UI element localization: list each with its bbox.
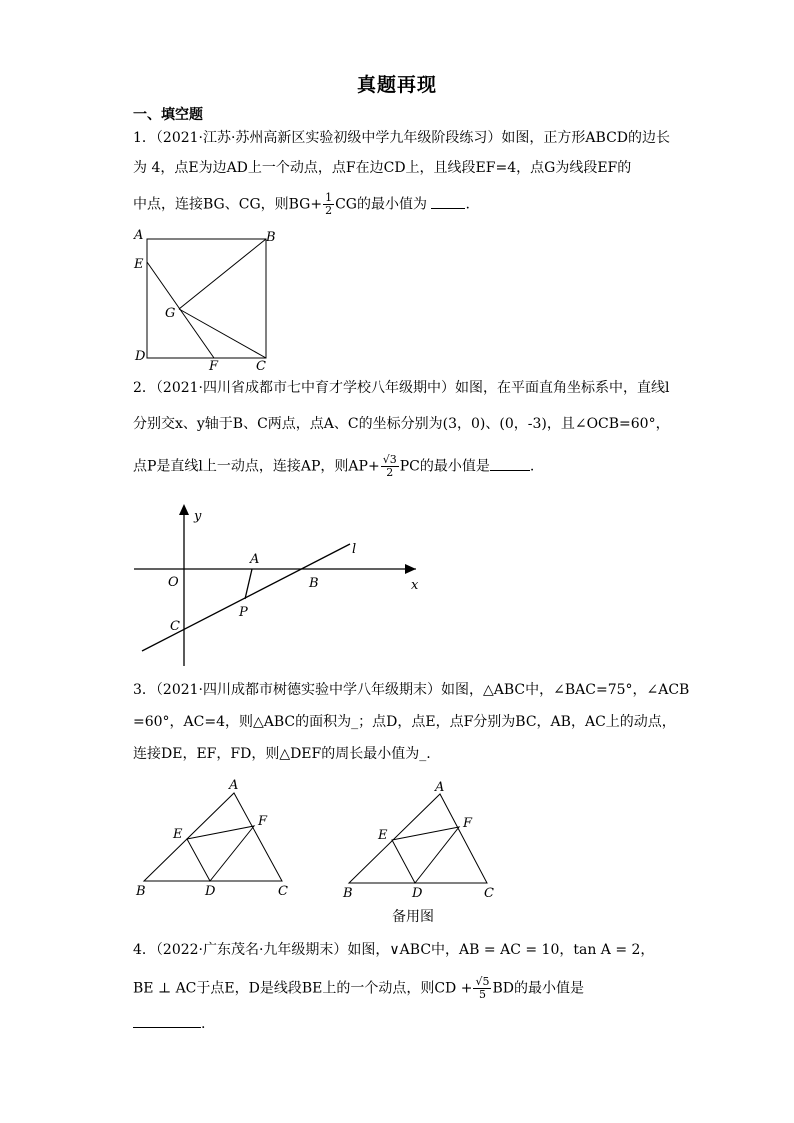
q4-line-3 bbox=[133, 1014, 668, 1034]
q1-line-3-end: . bbox=[465, 196, 470, 213]
q1-label-d: D bbox=[135, 349, 146, 364]
q3-spare-label-a: A bbox=[435, 780, 445, 795]
q4-fraction bbox=[473, 976, 491, 1001]
q1-frac-num: 1 bbox=[325, 191, 333, 204]
q1-label-c: C bbox=[256, 359, 266, 370]
q3-label-f: F bbox=[258, 814, 268, 829]
q1-label-g: G bbox=[165, 306, 176, 321]
q3-label-a: A bbox=[229, 778, 239, 793]
q2-label-y: y bbox=[194, 509, 202, 524]
q2-answer-blank[interactable] bbox=[490, 470, 530, 471]
q3-spare-label-c: C bbox=[484, 886, 494, 901]
q1-line-3-post: CG的最小值为 bbox=[335, 196, 427, 213]
q4-line-2-pre: BE ⊥ AC于点E，D是线段BE上的一个动点，则CD + bbox=[133, 980, 473, 997]
q2-line-3-post: PC的最小值是 bbox=[399, 458, 490, 475]
q2-figure bbox=[130, 500, 430, 670]
q1-square bbox=[147, 239, 266, 358]
q3-label-d: D bbox=[205, 884, 216, 899]
q2-fraction bbox=[381, 454, 399, 479]
q3-spare-label-e: E bbox=[378, 828, 388, 843]
q3-triangle-def bbox=[187, 826, 254, 881]
q3-line-1: 3．（2021·四川成都市树德实验中学八年级期末）如图，△ABC中，∠BAC=75°，∠ACB bbox=[133, 682, 690, 698]
q2-label-o: O bbox=[168, 575, 179, 590]
q2-frac-num: √3 bbox=[382, 453, 397, 466]
q1-segment-gc bbox=[179, 309, 266, 358]
q3-spare-triangle-abc bbox=[349, 794, 487, 883]
q3-figure-main bbox=[130, 775, 300, 900]
q4-line-3-end: . bbox=[201, 1016, 206, 1032]
q4-line-2-post: BD的最小值是 bbox=[492, 980, 584, 997]
q3-spare-triangle-def bbox=[392, 827, 459, 883]
q2-label-c: C bbox=[170, 619, 180, 634]
q3-label-c: C bbox=[278, 884, 288, 899]
q1-label-b: B bbox=[266, 230, 276, 245]
page-title: 真题再现 bbox=[356, 74, 437, 96]
q1-label-e: E bbox=[134, 257, 144, 272]
q2-line-3-end: . bbox=[529, 458, 535, 475]
q2-frac-den: 2 bbox=[386, 466, 394, 479]
q1-fraction bbox=[323, 192, 334, 217]
q2-line-1: 2．（2021·四川省成都市七中育才学校八年级期中）如图，在平面直角坐标系中，直线l bbox=[133, 380, 670, 396]
q3-figure-spare bbox=[335, 777, 505, 902]
q1-line-2: 为 4，点E为边AD上一个动点，点F在边CD上，且线段EF=4，点G为线段EF的 bbox=[133, 160, 632, 176]
q2-line-3-pre: 点P是直线l上一动点，连接AP，则AP+ bbox=[133, 458, 380, 475]
q1-figure bbox=[125, 225, 285, 370]
q4-line-2 bbox=[133, 976, 668, 1001]
q3-spare-label-f: F bbox=[463, 816, 473, 831]
q2-x-arrow bbox=[405, 564, 416, 574]
q4-frac-den: 5 bbox=[478, 988, 486, 1001]
q1-segment-gb bbox=[179, 239, 266, 309]
q2-label-p: P bbox=[239, 605, 248, 620]
q2-label-b: B bbox=[309, 576, 319, 591]
q1-label-f: F bbox=[209, 359, 219, 370]
q3-label-e: E bbox=[173, 827, 183, 842]
q3-spare-label-b: B bbox=[343, 886, 353, 901]
q2-line-2: 分别交x、y轴于B、C两点，点A、C的坐标分别为(3，0)、(0，-3)，且∠OCB=60°， bbox=[133, 416, 670, 432]
q1-line-1: 1．（2021·江苏·苏州高新区实验初级中学九年级阶段练习）如图，正方形ABCD的边长 bbox=[133, 130, 671, 146]
q4-frac-num: √5 bbox=[475, 975, 490, 988]
q3-line-3: 连接DE，EF，FD，则△DEF的周长最小值为_. bbox=[133, 746, 431, 762]
q4-answer-blank[interactable] bbox=[133, 1027, 201, 1028]
q1-line-3-pre: 中点，连接BG、CG，则BG+ bbox=[133, 196, 323, 213]
q1-line-3 bbox=[133, 192, 668, 217]
q3-triangle-abc bbox=[144, 793, 282, 881]
q2-line-3 bbox=[133, 454, 668, 479]
q2-y-arrow bbox=[179, 504, 189, 515]
q2-label-x: x bbox=[411, 578, 419, 593]
q1-label-a: A bbox=[134, 228, 144, 243]
q3-line-2: =60°，AC=4，则△ABC的面积为_；点D，点E，点F分别为BC，AB，AC上的动点， bbox=[133, 714, 676, 730]
q3-spare-label-d: D bbox=[412, 886, 423, 901]
q3-spare-caption: 备用图 bbox=[392, 909, 434, 925]
q2-label-a: A bbox=[250, 552, 260, 567]
q4-line-1: 4．（2022·广东茂名·九年级期末）如图，∨ABC中，AB = AC = 10，tan A = 2， bbox=[133, 942, 655, 958]
q2-label-l: l bbox=[352, 542, 357, 557]
q3-label-b: B bbox=[136, 884, 146, 899]
section-heading: 一、填空题 bbox=[133, 107, 203, 123]
q1-answer-blank[interactable] bbox=[431, 208, 465, 209]
q1-frac-den: 2 bbox=[325, 204, 333, 217]
